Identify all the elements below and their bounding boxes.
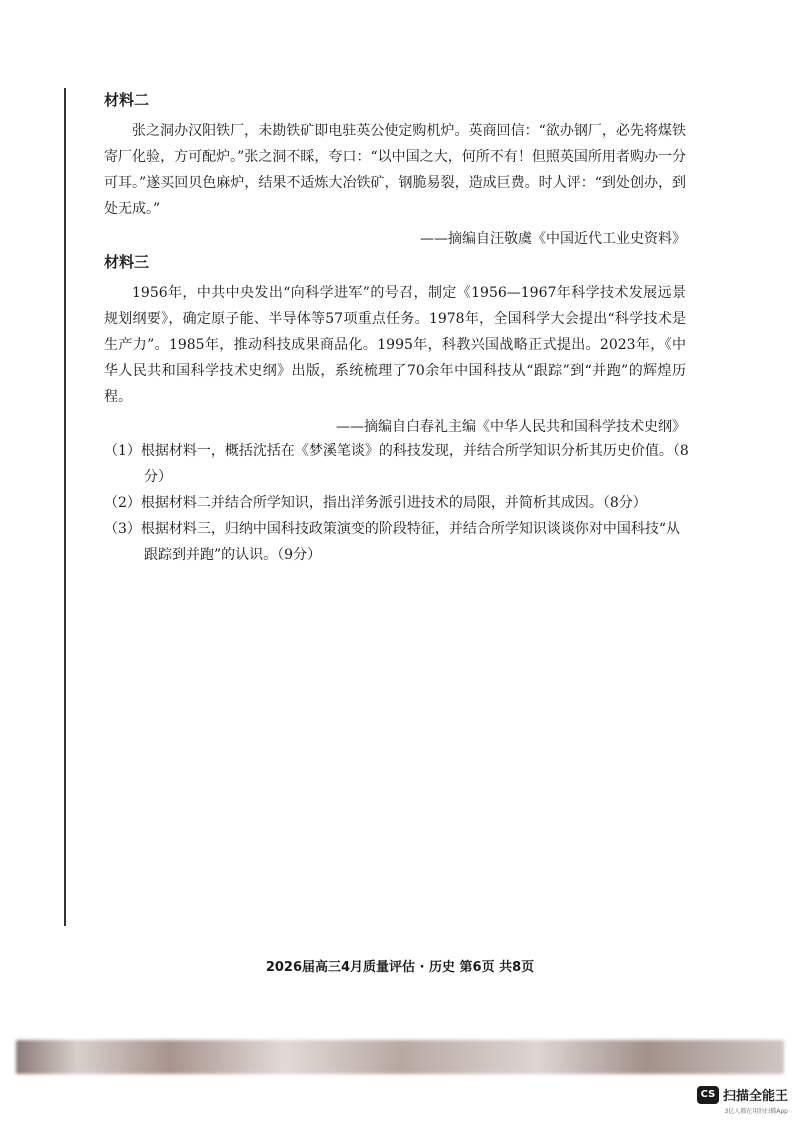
page-footer: 2026届高三4月质量评估 · 历史 第6页 共8页: [265, 960, 535, 975]
material-2-source: ——摘编自汪敬虞《中国近代工业史资料》: [420, 231, 686, 247]
watermark-subtitle: 3亿人都在用的扫描App: [724, 1108, 788, 1115]
scanner-watermark: [678, 1085, 788, 1115]
material-3: [104, 252, 686, 438]
camscanner-logo-icon: CS: [697, 1086, 719, 1104]
material-2-label: 材料二: [104, 91, 150, 109]
scan-edge-artifact: [16, 1040, 784, 1074]
question-list: [104, 438, 694, 568]
question-2: （2）根据材料二并结合所学知识，指出洋务派引进技术的局限，并简析其成因。（8分）: [104, 495, 647, 511]
material-3-text: 1956年，中共中央发出“向科学进军”的号召，制定《1956—1967年科学技术发展远景规划纲要》，确定原子能、半导体等57项重点任务。1978年，全国科学大会提出“科学技术是生产力”。1985年，推动科技成果商品化。1995年，科教兴国战略正式提出。2023年，《中华人民共和国科学技术史纲》出版，系统梳理了70余年中国科技从“跟踪”到“并跑”的辉煌历程。: [104, 285, 686, 405]
watermark-title: 扫描全能王: [722, 1089, 788, 1104]
question-1: （1）根据材料一，概括沈括在《梦溪笔谈》的科技发现，并结合所学知识分析其历史价值。（8分）: [104, 443, 689, 485]
binding-margin-line: [64, 88, 66, 926]
question-3: （3）根据材料三，归纳中国科技政策演变的阶段特征，并结合所学知识谈谈你对中国科技“从跟踪到并跑”的认识。（9分）: [104, 521, 681, 563]
material-2: [104, 90, 686, 250]
material-3-label: 材料三: [104, 253, 150, 271]
material-3-source: ——摘编自白春礼主编《中华人民共和国科学技术史纲》: [336, 419, 686, 435]
material-2-text: 张之洞办汉阳铁厂，未勘铁矿即电驻英公使定购机炉。英商回信：“欲办钢厂，必先将煤铁寄厂化验，方可配炉。”张之洞不睬，夸口：“以中国之大，何所不有！但照英国所用者购办一分可耳。”遂买回贝色麻炉，结果不适炼大冶铁矿，钢脆易裂，造成巨费。时人评：“到处创办，到处无成。”: [104, 123, 686, 217]
